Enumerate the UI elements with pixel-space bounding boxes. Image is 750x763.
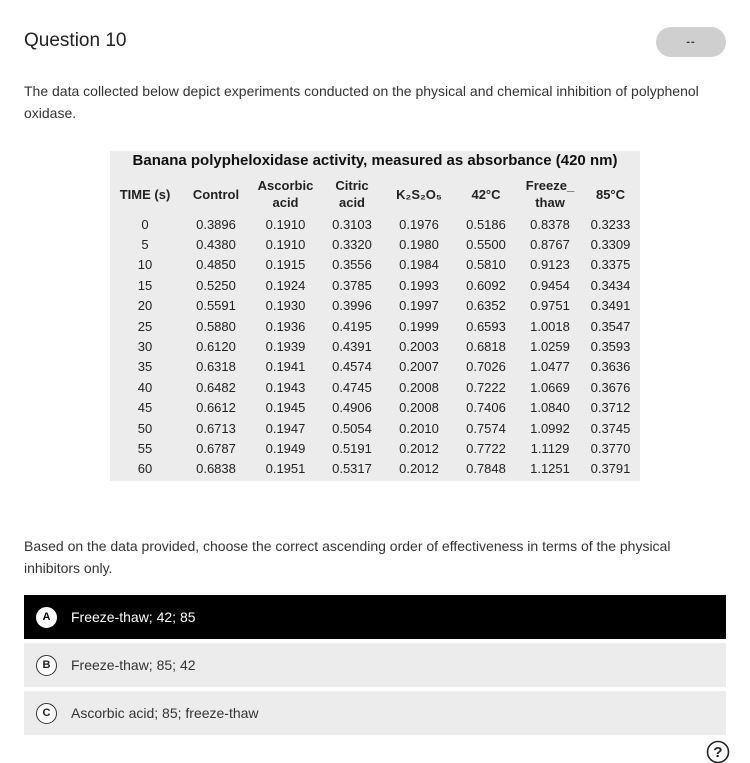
table-row: [110, 398, 640, 418]
table-row: [110, 336, 640, 356]
table-header-cell: Control: [192, 186, 240, 202]
table-cell: 30: [137, 339, 153, 355]
table-row: [110, 296, 640, 316]
table-cell: 20: [137, 298, 153, 314]
option-label: Ascorbic acid; 85; freeze-thaw: [71, 705, 259, 721]
table-cell: 0.1999: [399, 318, 439, 334]
table-cell: 0.5500: [466, 237, 506, 253]
table-cell: 0.5054: [332, 420, 372, 436]
table-cell: 1.0840: [530, 400, 570, 416]
table-cell: 0.2007: [399, 359, 439, 375]
table-cell: 0.4574: [332, 359, 372, 375]
table-cell: 0.5186: [466, 216, 506, 232]
option-letter-badge: C: [36, 703, 57, 724]
table-cell: 0.3375: [590, 257, 631, 273]
table-cell: 0.4850: [196, 257, 236, 273]
table-row: [110, 459, 640, 479]
table-cell: 0.3745: [590, 420, 631, 436]
table-cell: 0.1997: [399, 298, 439, 314]
table-cell: 15: [137, 277, 153, 293]
option-label: Freeze-thaw; 85; 42: [71, 657, 196, 673]
question-status-badge[interactable]: --: [656, 27, 726, 57]
table-cell: 0.4195: [332, 318, 372, 334]
table-cell: 55: [137, 440, 153, 456]
table-cell: 0.5191: [332, 440, 372, 456]
table-cell: 0.1980: [399, 237, 439, 253]
table-cell: 0.1945: [265, 400, 306, 416]
table-header-cell: TIME (s): [119, 186, 171, 202]
table-cell: 0.3785: [332, 277, 372, 293]
table-cell: 0.1924: [265, 277, 306, 293]
table-cell: 0.5591: [196, 298, 236, 314]
table-cell: 0.3593: [590, 339, 631, 355]
table-cell: 0.7722: [466, 440, 506, 456]
table-cell: 0.6092: [466, 277, 506, 293]
table-cell: 0.1951: [265, 461, 306, 477]
table-header-cell: Ascorbic acid: [257, 178, 314, 210]
table-cell: 0.3547: [590, 318, 631, 334]
table-cell: 0.1984: [399, 257, 439, 273]
table-cell: 0.3434: [590, 277, 631, 293]
table-header-cell: 42°C: [471, 186, 501, 202]
table-cell: 0.1993: [399, 277, 439, 293]
table-cell: 0.9454: [530, 277, 570, 293]
table-cell: 0.8378: [530, 216, 570, 232]
table-header-cell: Freeze_ thaw: [525, 178, 575, 210]
table-cell: 0.6352: [466, 298, 506, 314]
question-intro: The data collected below depict experiments conducted on the physical and chemical inhibition of polyphenol oxidase.: [24, 83, 699, 121]
table-cell: 0.7222: [466, 379, 506, 395]
question-title: Question 10: [24, 30, 127, 51]
table-cell: 0.1910: [265, 237, 306, 253]
table-cell: 0.3896: [196, 216, 236, 232]
table-cell: 0.6713: [196, 420, 236, 436]
table-cell: 50: [137, 420, 153, 436]
table-cell: 0.6787: [196, 440, 236, 456]
table-cell: 45: [137, 400, 153, 416]
data-table-image: [110, 151, 640, 481]
table-cell: 1.1129: [530, 440, 570, 456]
table-cell: 0.1936: [265, 318, 306, 334]
table-cell: 0.3676: [590, 379, 631, 395]
table-cell: 0.3320: [332, 237, 372, 253]
table-cell: 10: [137, 257, 153, 273]
table-cell: 0.4380: [196, 237, 236, 253]
table-cell: 0.4906: [332, 400, 372, 416]
table-cell: 25: [137, 318, 153, 334]
table-cell: 0.1949: [265, 440, 306, 456]
table-cell: 0.8767: [530, 237, 570, 253]
option-a[interactable]: [24, 595, 726, 639]
table-cell: 1.0259: [530, 339, 570, 355]
option-letter-badge: B: [36, 655, 57, 676]
table-cell: 0.3233: [590, 216, 631, 232]
table-cell: 0.3770: [590, 440, 631, 456]
table-cell: 0.1941: [265, 359, 306, 375]
table-cell: 0.7848: [466, 461, 506, 477]
table-cell: 0.2003: [399, 339, 439, 355]
table-row: [110, 418, 640, 438]
table-cell: 0.9123: [530, 257, 570, 273]
table-header-cell: K₂S₂O₅: [396, 186, 442, 202]
table-cell: 0.3103: [332, 216, 372, 232]
table-cell: 0.3996: [332, 298, 372, 314]
table-cell: 0.3556: [332, 257, 372, 273]
table-cell: 35: [137, 359, 153, 375]
table-cell: 0.7406: [466, 400, 506, 416]
table-header-row: [110, 174, 640, 214]
table-cell: 0.4745: [332, 379, 372, 395]
table-cell: 0: [141, 216, 149, 232]
option-label: Freeze-thaw; 42; 85: [71, 609, 196, 625]
table-cell: 0.6838: [196, 461, 236, 477]
table-cell: 0.7026: [466, 359, 506, 375]
table-cell: 0.1930: [265, 298, 306, 314]
option-letter-badge: A: [36, 607, 57, 628]
table-cell: 0.6612: [196, 400, 236, 416]
table-row: [110, 214, 640, 234]
table-header-cell: Citric acid: [335, 178, 369, 210]
table-row: [110, 377, 640, 397]
table-cell: 0.6482: [196, 379, 236, 395]
table-cell: 0.1943: [265, 379, 306, 395]
table-cell: 0.2010: [399, 420, 439, 436]
table-row: [110, 316, 640, 336]
table-row: [110, 275, 640, 295]
table-cell: 0.1939: [265, 339, 306, 355]
table-cell: 1.0018: [530, 318, 570, 334]
table-body: [110, 214, 640, 479]
table-cell: 0.6120: [196, 339, 236, 355]
table-cell: 0.6318: [196, 359, 236, 375]
table-cell: 1.0477: [530, 359, 570, 375]
table-cell: 0.2008: [399, 379, 439, 395]
table-cell: 0.6818: [466, 339, 506, 355]
table-cell: 0.1915: [265, 257, 306, 273]
table-row: [110, 357, 640, 377]
table-cell: 1.1251: [530, 461, 570, 477]
table-row: [110, 234, 640, 254]
table-cell: 0.5810: [466, 257, 506, 273]
svg-text:?: ?: [713, 744, 723, 761]
table-cell: 1.0669: [530, 379, 570, 395]
table-header-cell: 85°C: [595, 186, 626, 202]
data-table: [110, 174, 640, 479]
table-cell: 60: [137, 461, 153, 477]
table-cell: 0.1947: [265, 420, 306, 436]
table-cell: 5: [141, 237, 149, 253]
table-cell: 0.3636: [590, 359, 631, 375]
help-icon[interactable]: [706, 740, 730, 763]
option-c[interactable]: [24, 691, 726, 735]
table-cell: 0.4391: [332, 339, 372, 355]
table-cell: 0.5250: [196, 277, 236, 293]
table-cell: 0.6593: [466, 318, 506, 334]
table-cell: 1.0992: [530, 420, 570, 436]
table-cell: 0.7574: [466, 420, 506, 436]
table-row: [110, 438, 640, 458]
table-cell: 0.2012: [399, 461, 439, 477]
table-cell: 0.5317: [332, 461, 372, 477]
question-prompt: Based on the data provided, choose the correct ascending order of effectiveness in terms of the physical inhibitors only.: [24, 538, 671, 576]
table-row: [110, 255, 640, 275]
table-cell: 40: [137, 379, 153, 395]
table-cell: 0.9751: [530, 298, 570, 314]
table-cell: 0.3491: [590, 298, 631, 314]
table-cell: 0.3791: [590, 461, 631, 477]
table-cell: 0.2008: [399, 400, 439, 416]
table-cell: 0.2012: [399, 440, 439, 456]
option-b[interactable]: [24, 643, 726, 687]
table-cell: 0.1910: [265, 216, 306, 232]
table-cell: 0.3712: [590, 400, 631, 416]
table-title: Banana polypheloxidase activity, measured as absorbance (420 nm): [132, 152, 618, 169]
table-cell: 0.1976: [399, 216, 439, 232]
table-cell: 0.3309: [590, 237, 631, 253]
table-cell: 0.5880: [196, 318, 236, 334]
